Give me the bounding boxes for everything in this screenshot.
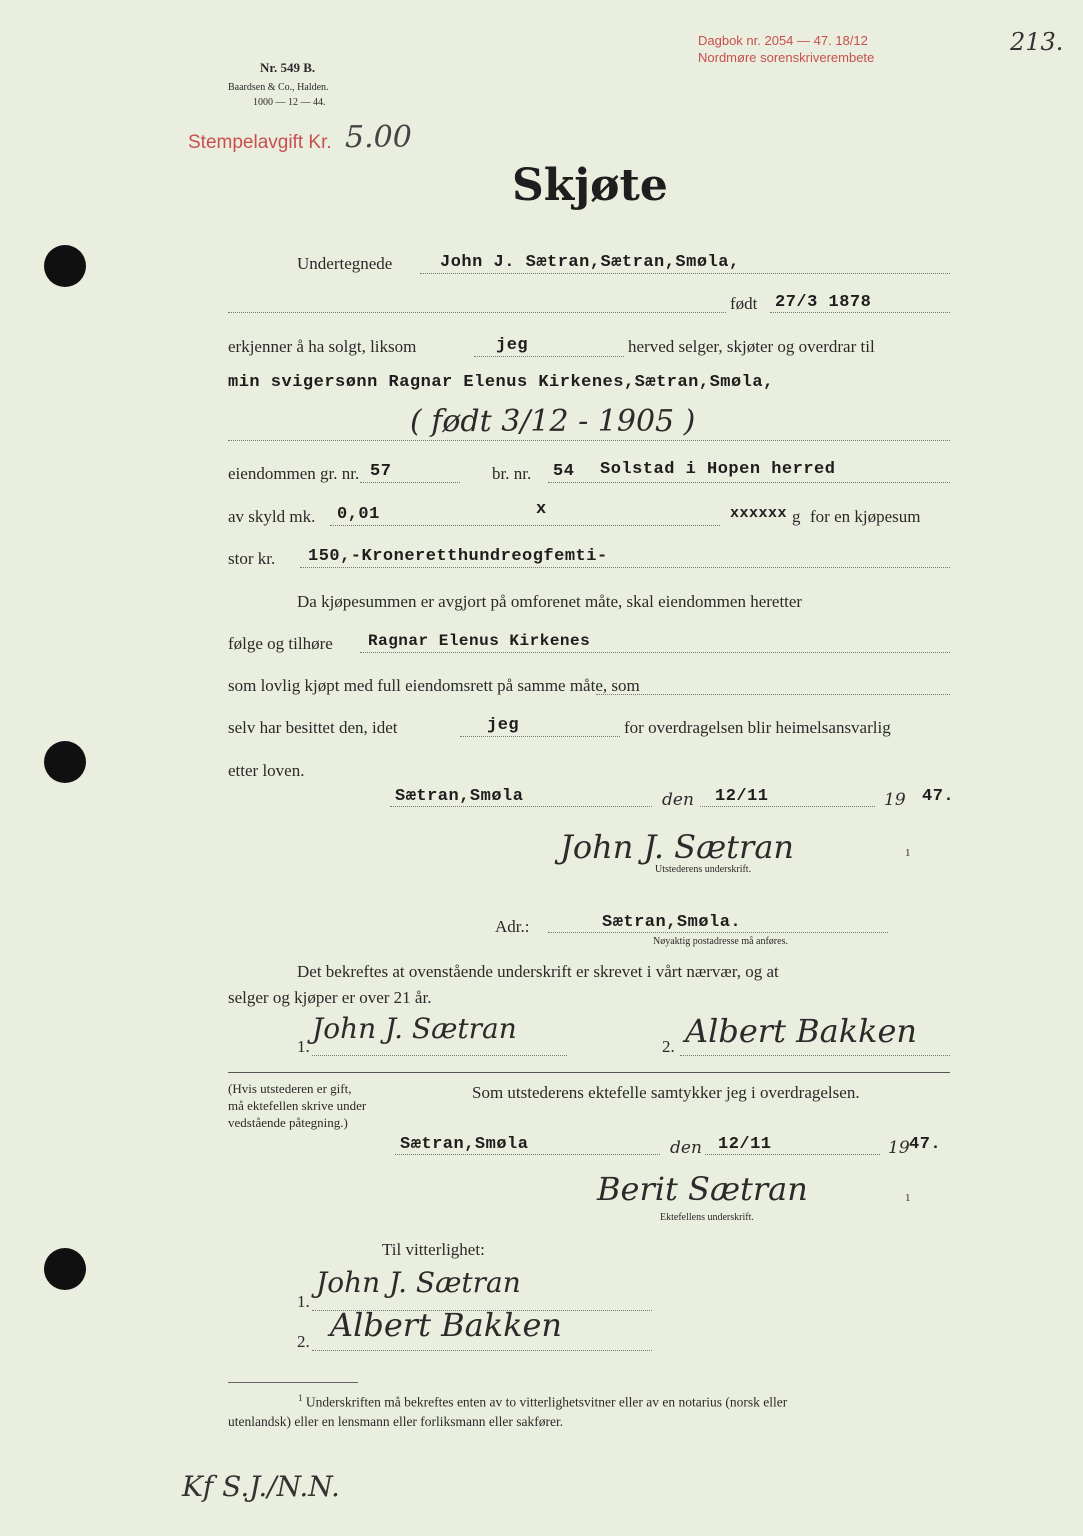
date: 12/11 <box>715 787 769 806</box>
bnr-value: 54 <box>553 462 575 481</box>
fill-line <box>460 736 620 737</box>
tax-value: 0,01 <box>337 505 380 524</box>
issuer-signature: John J. Sætran <box>560 828 795 866</box>
amount-label: stor kr. <box>228 549 276 568</box>
seller-birth-date: 27/3 1878 <box>775 293 872 312</box>
paragraph-2-line-3: som lovlig kjøpt med full eiendomsrett på samme måte, som <box>228 676 640 695</box>
tax-suffix: g <box>792 507 801 526</box>
fill-line <box>700 806 875 807</box>
fill-line <box>596 694 950 695</box>
fill-line <box>390 806 652 807</box>
transfer-text: herved selger, skjøter og overdrar til <box>628 337 875 356</box>
fill-line <box>548 932 888 933</box>
fill-line <box>300 567 950 568</box>
struck-text: xxxxxx <box>730 505 788 522</box>
spouse-year-prefix: 19 <box>888 1138 910 1158</box>
fill-line <box>420 273 950 274</box>
fill-line <box>705 1154 880 1155</box>
registry-line-2: Nordmøre sorenskriverembete <box>698 50 875 65</box>
page-number: 213. <box>1010 28 1064 56</box>
fill-line <box>474 356 624 357</box>
fill-line <box>312 1055 567 1056</box>
buyer-line: min svigersønn Ragnar Elenus Kirkenes,Sætran,Smøla, <box>228 373 774 392</box>
signature-caption: Utstederens underskrift. <box>655 864 752 875</box>
form-number: Nr. 549 B. <box>260 60 316 75</box>
fill-line <box>395 1154 660 1155</box>
spouse-signature: Berit Sætran <box>597 1170 808 1208</box>
stamp-tax-amount: 5.00 <box>345 120 412 155</box>
witness-signature-2: Albert Bakken <box>685 1012 918 1050</box>
year-suffix: 47. <box>922 787 955 806</box>
liability-text: for overdragelsen blir heimelsansvarlig <box>624 718 891 737</box>
attestation-number-2: 2. <box>297 1332 310 1351</box>
spouse-signature-caption: Ektefellens underskrift. <box>660 1212 754 1223</box>
fill-line <box>312 1350 652 1351</box>
fill-line <box>228 312 726 313</box>
punch-hole <box>44 245 86 287</box>
fill-line <box>360 652 950 653</box>
pronoun: jeg <box>487 716 520 735</box>
tax-mark: x <box>536 500 547 519</box>
property-label: eiendommen gr. nr. <box>228 464 360 483</box>
purchase-label: for en kjøpesum <box>810 507 921 526</box>
footnote-marker: 1 <box>905 847 911 859</box>
spouse-note <box>228 1080 366 1131</box>
witness-number-1: 1. <box>297 1037 310 1056</box>
footnote-rule <box>228 1382 358 1383</box>
fill-line <box>228 440 950 441</box>
fill-line <box>360 482 460 483</box>
pronoun: jeg <box>496 336 529 355</box>
fill-line <box>548 482 950 483</box>
margin-note: Kf S.J./N.N. <box>182 1470 340 1503</box>
footnote-text-1: Underskriften må bekreftes enten av to vitterlighetsvitner eller av en notarius (norsk eller <box>305 1394 788 1410</box>
confirm-line-1: Det bekreftes at ovenstående underskrift er skrevet i vårt nærvær, og at <box>297 962 779 981</box>
address: Sætran,Smøla. <box>602 913 742 932</box>
spouse-note-line-3: vedstående påtegning.) <box>228 1115 348 1130</box>
attestation-number-1: 1. <box>297 1292 310 1311</box>
follow-label: følge og tilhøre <box>228 634 333 653</box>
buyer-birth-handwritten: ( født 3/12 - 1905 ) <box>410 404 696 439</box>
document-title: Skjøte <box>512 160 668 211</box>
place: Sætran,Smøla <box>395 787 524 806</box>
footnote-marker: 1 <box>298 1393 303 1403</box>
witness-number-2: 2. <box>662 1037 675 1056</box>
spouse-note-line-1: (Hvis utstederen er gift, <box>228 1081 352 1096</box>
property-name: Solstad i Hopen herred <box>600 460 836 479</box>
bnr-label: br. nr. <box>492 464 532 483</box>
address-caption: Nøyaktig postadresse må anføres. <box>653 936 788 947</box>
confirm-line-2: selger og kjøper er over 21 år. <box>228 988 432 1007</box>
spouse-note-line-2: må ektefellen skrive under <box>228 1098 367 1113</box>
registry-line-1: Dagbok nr. 2054 — 47. 18/12 <box>698 33 868 48</box>
footnote-line-1 <box>228 1389 787 1412</box>
tax-label: av skyld mk. <box>228 507 316 526</box>
attestation-signature-1: John J. Sætran <box>316 1266 521 1299</box>
fill-line <box>680 1055 950 1056</box>
possession-text: selv har besittet den, idet <box>228 718 398 737</box>
spouse-place: Sætran,Smøla <box>400 1135 529 1154</box>
attestation-signature-2: Albert Bakken <box>330 1306 563 1344</box>
new-owner: Ragnar Elenus Kirkenes <box>368 632 591 650</box>
law-line: etter loven. <box>228 761 305 780</box>
den-label: den <box>662 790 694 810</box>
attestation-label: Til vitterlighet: <box>382 1240 485 1259</box>
punch-hole <box>44 741 86 783</box>
spouse-consent: Som utstederens ektefelle samtykker jeg i overdragelsen. <box>472 1083 860 1102</box>
witness-signature-1: John J. Sætran <box>312 1012 517 1045</box>
stamp-tax-label: Stempelavgift Kr. <box>188 132 332 153</box>
separator-line <box>228 1072 950 1073</box>
spouse-den-label: den <box>670 1138 702 1158</box>
fill-line <box>330 525 720 526</box>
print-run: 1000 — 12 — 44. <box>253 97 326 108</box>
footnote <box>228 1389 787 1431</box>
gnr-value: 57 <box>370 462 392 481</box>
seller-name: John J. Sætran,Sætran,Smøla, <box>440 253 740 272</box>
amount-value: 150,-Kroneretthundreogfemti- <box>308 547 608 566</box>
footnote-marker: 1 <box>905 1192 911 1204</box>
born-label: født <box>730 294 758 313</box>
paragraph-2-line-1: Da kjøpesummen er avgjort på omforenet måte, skal eiendommen heretter <box>297 592 803 611</box>
spouse-date: 12/11 <box>718 1135 772 1154</box>
acknowledge-text: erkjenner å ha solgt, liksom <box>228 337 417 356</box>
fill-line <box>770 312 950 313</box>
punch-hole <box>44 1248 86 1290</box>
printer-name: Baardsen & Co., Halden. <box>228 82 329 93</box>
undersigned-label: Undertegnede <box>297 254 393 273</box>
footnote-line-2: utenlandsk) eller en lensmann eller forliksmann eller sakfører. <box>228 1413 564 1429</box>
year-prefix: 19 <box>884 790 906 810</box>
spouse-year-suffix: 47. <box>909 1135 942 1154</box>
address-label: Adr.: <box>495 917 530 936</box>
registry-stamp <box>698 32 874 66</box>
